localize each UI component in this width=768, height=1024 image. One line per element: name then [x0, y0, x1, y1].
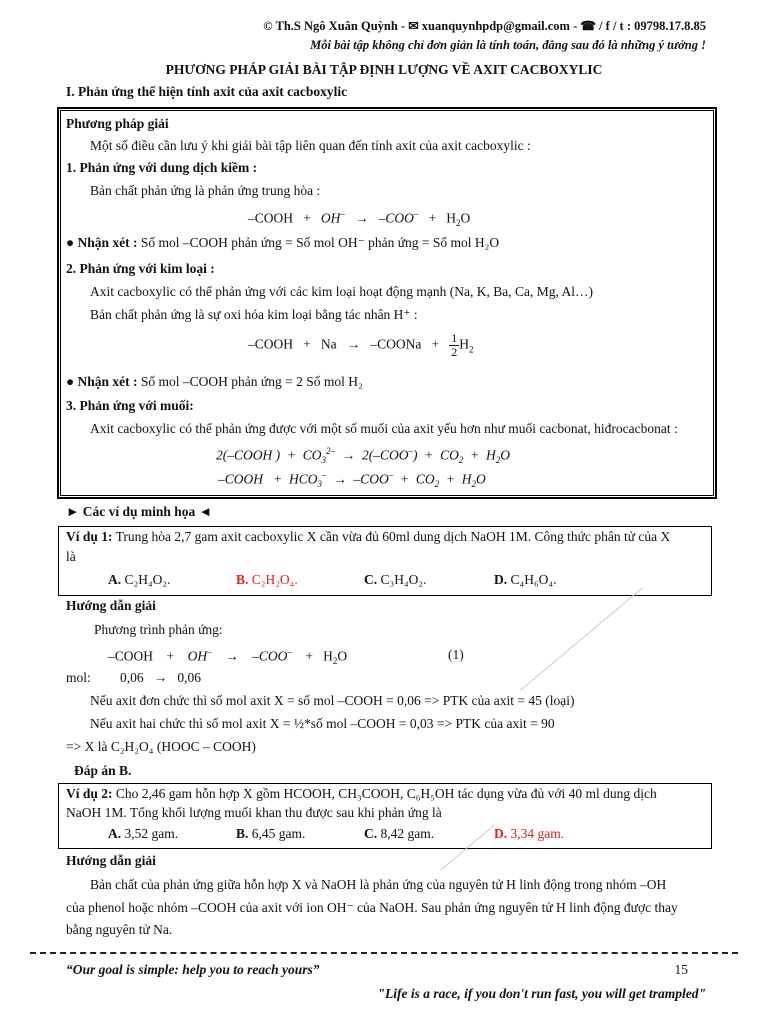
example2-option-c: C. 8,42 gam. — [364, 826, 435, 841]
page-title: PHƯƠNG PHÁP GIẢI BÀI TẬP ĐỊNH LƯỢNG VỀ AXIT CACBOXYLIC — [165, 62, 603, 77]
example1-option-c: C. C₃H₄O₂. — [364, 572, 427, 587]
footer-quote-left: “Our goal is simple: help you to reach yours” — [66, 962, 320, 977]
equation-bicarbonate: –COOH + $HCO_3^- \to -COO^- + CO_2 + H_2O$ — [218, 470, 486, 490]
watermark-line — [520, 587, 643, 691]
solution2-line1: Bản chất của phản ứng giữa hỗn hợp X và NaOH là phản ứng của nguyên tử H linh động trong nhóm –OH — [90, 877, 667, 892]
part1-note: ● Nhận xét : Số mol –COOH phản ứng = Số mol OH⁻ phản ứng = Số mol H₂O — [66, 235, 500, 250]
header-contact: © Th.S Ngô Xuân Quỳnh - ✉ xuanquynhpdp@gmail.com - ☎ / f / t : 09798.17.8.85 — [263, 19, 706, 33]
solution1-line3: => X là C₂H₂O₄ (HOOC – COOH) — [66, 739, 256, 754]
example1-question: Ví dụ 1: Trung hòa 2,7 gam axit cacboxylic X cần vừa đủ 60ml dung dịch NaOH 1M. Công thức phân tử của X — [66, 529, 671, 544]
footer-divider — [30, 952, 738, 954]
solution1-eq-label: Phương trình phản ứng: — [94, 622, 223, 637]
footer-quote-right: "Life is a race, if you don't run fast, you will get trampled" — [377, 986, 706, 1001]
solution1-answer: Đáp án B. — [74, 763, 132, 778]
solution1-equation: –COOH + OH– → –COO– + $H_2O$ — [108, 647, 348, 667]
example2-question: Ví dụ 2: Cho 2,46 gam hỗn hợp X gồm HCOOH, CH₃COOH, C₆H₅OH tác dụng vừa đủ với 40 ml dung dịch — [66, 786, 657, 801]
part1-title: 1. Phản ứng với dung dịch kiềm : — [66, 160, 258, 175]
part2-text1: Axit cacboxylic có thể phản ứng với các kim loại hoạt động mạnh (Na, K, Ba, Ca, Mg, Al…) — [90, 284, 593, 299]
part2-title: 2. Phản ứng với kim loại : — [66, 261, 215, 276]
example2-option-d: D. 3,34 gam. — [494, 826, 565, 841]
page-number: 15 — [674, 962, 688, 977]
solution1-eq-number: (1) — [448, 647, 464, 662]
equation-carbonate: 2(–COOH ) + $CO_3^{2-} \to 2(-COO^-) + CO_2 + H_2O$ — [216, 446, 510, 466]
part2-note: ● Nhận xét : Số mol –COOH phản ứng = 2 Số mol H₂ — [66, 374, 363, 389]
header-motto: Mỗi bài tập không chỉ đơn giản là tính toán, đằng sau đó là những ý tưởng ! — [310, 38, 706, 52]
method-intro: Một số điều cần lưu ý khi giải bài tập liên quan đến tính axit của axit cacboxylic : — [90, 138, 531, 153]
part3-title: 3. Phản ứng với muối: — [66, 398, 194, 413]
example2-option-a: A. 3,52 gam. — [108, 826, 179, 841]
section-heading: I. Phản ứng thể hiện tính axit của axit cacboxylic — [66, 84, 348, 99]
example1-option-a: A. C₂H₄O₂. — [108, 572, 171, 587]
solution1-line2: Nếu axit hai chức thì số mol axit X = ½*số mol –COOH = 0,03 => PTK của axit = 90 — [90, 716, 555, 731]
example1-question-cont: là — [66, 549, 76, 564]
equation-metal: –COOH + Na → –COONa + $\frac{1}{2}$ $H_2$ — [248, 331, 474, 359]
solution1-mol-row: 0,06 → 0,06 — [120, 670, 201, 685]
method-heading: Phương pháp giải — [66, 116, 169, 131]
solution2-line2: của phenol hoặc nhóm –COOH của axit với ion OH⁻ của NaOH. Sau phản ứng nguyên tử H linh động được thay — [66, 900, 678, 915]
solution2-heading: Hướng dẫn giải — [66, 853, 156, 868]
part1-text: Bản chất phản ứng là phản ứng trung hòa : — [90, 183, 321, 198]
example1-option-b: B. C₂H₂O₄. — [236, 572, 298, 587]
part3-text: Axit cacboxylic có thể phản ứng được với một số muối của axit yếu hơn như muối cacbonat, hiđrocacbonat : — [90, 421, 678, 436]
part2-text2: Bản chất phản ứng là sự oxi hóa kim loại bằng tác nhân H⁺ : — [90, 307, 418, 322]
examples-heading: ► Các ví dụ minh họa ◄ — [66, 504, 213, 519]
example2-question-cont: NaOH 1M. Tổng khối lượng muối khan thu được sau khi phản ứng là — [66, 805, 442, 820]
example2-option-b: B. 6,45 gam. — [236, 826, 306, 841]
solution1-heading: Hướng dẫn giải — [66, 598, 156, 613]
example1-option-d: D. C₄H₆O₄. — [494, 572, 557, 587]
solution1-mol-label: mol: — [66, 670, 91, 685]
equation-neutralization: –COOH + $OH^- \to -COO^- + H_2O$ — [248, 209, 471, 229]
solution2-line3: bằng nguyên tử Na. — [66, 922, 173, 937]
solution1-line1: Nếu axit đơn chức thì số mol axit X = số mol –COOH = 0,06 => PTK của axit = 45 (loại) — [90, 693, 575, 708]
